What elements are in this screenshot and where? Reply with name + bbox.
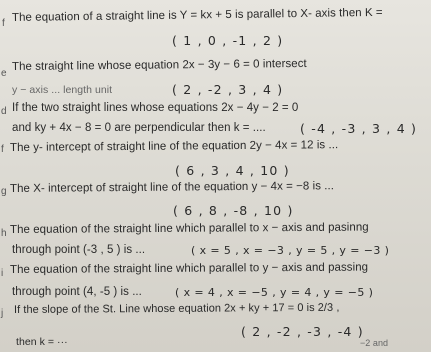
question-text: The equation of the straight line which parallel to y − axis and passing <box>9 261 369 276</box>
question-text: If the two straight lines whose equations 2x − 4y − 2 = 0 <box>12 102 299 114</box>
question-text-continued: y − axis ... length unit <box>12 84 113 96</box>
cut-off-text: −2 and <box>360 338 389 348</box>
question-text: The y- intercept of straight line of the equation 2y − 4x = 12 is ... <box>9 139 339 154</box>
question-marker: g <box>1 186 7 197</box>
answer-options: ( 6 , 3 , 4 , 10 ) <box>175 163 290 178</box>
answer-options: ( 6 , 8 , -8 , 10 ) <box>173 203 294 218</box>
question-text: The equation of a straight line is Y = kx + 5 is parallel to X- axis then K = <box>11 6 383 24</box>
question-marker: d <box>1 106 7 117</box>
answer-options: ( 2 , -2 , -3 , -4 ) <box>241 324 364 339</box>
answer-options: ( -4 , -3 , 3 , 4 ) <box>300 121 418 136</box>
question-text-continued: and ky + 4x − 8 = 0 are perpendicular then k = .... <box>12 122 266 134</box>
question-text: The X- intercept of straight line of the equation y − 4x = −8 is ... <box>9 180 335 195</box>
answer-options: ( 2 , -2 , 3 , 4 ) <box>172 82 284 97</box>
question-text: The equation of the straight line which parallel to x − axis and pasinng <box>9 221 369 236</box>
question-marker: f <box>2 18 5 29</box>
answer-options: ( 1 , 0 , -1 , 2 ) <box>172 33 284 48</box>
question-marker: f <box>1 144 4 155</box>
question-text-continued: then k = ··· <box>16 336 68 348</box>
question-text: If the slope of the St. Line whose equation 2x + ky + 17 = 0 is 2/3 , <box>13 301 340 316</box>
question-text-continued: through point (4, -5 ) is ... <box>12 286 142 298</box>
question-marker: e <box>1 68 7 79</box>
question-text-continued: through point (-3 , 5 ) is ... <box>12 244 146 256</box>
answer-options: ( x = 4 , x = −5 , y = 4 , y = −5 ) <box>175 286 374 299</box>
question-marker: j <box>1 308 4 319</box>
question-marker: i <box>1 268 4 279</box>
question-text: The straight line whose equation 2x − 3y − 6 = 0 intersect <box>11 57 307 73</box>
question-marker: h <box>1 228 7 239</box>
answer-options: ( x = 5 , x = −3 , y = 5 , y = −3 ) <box>191 244 390 257</box>
